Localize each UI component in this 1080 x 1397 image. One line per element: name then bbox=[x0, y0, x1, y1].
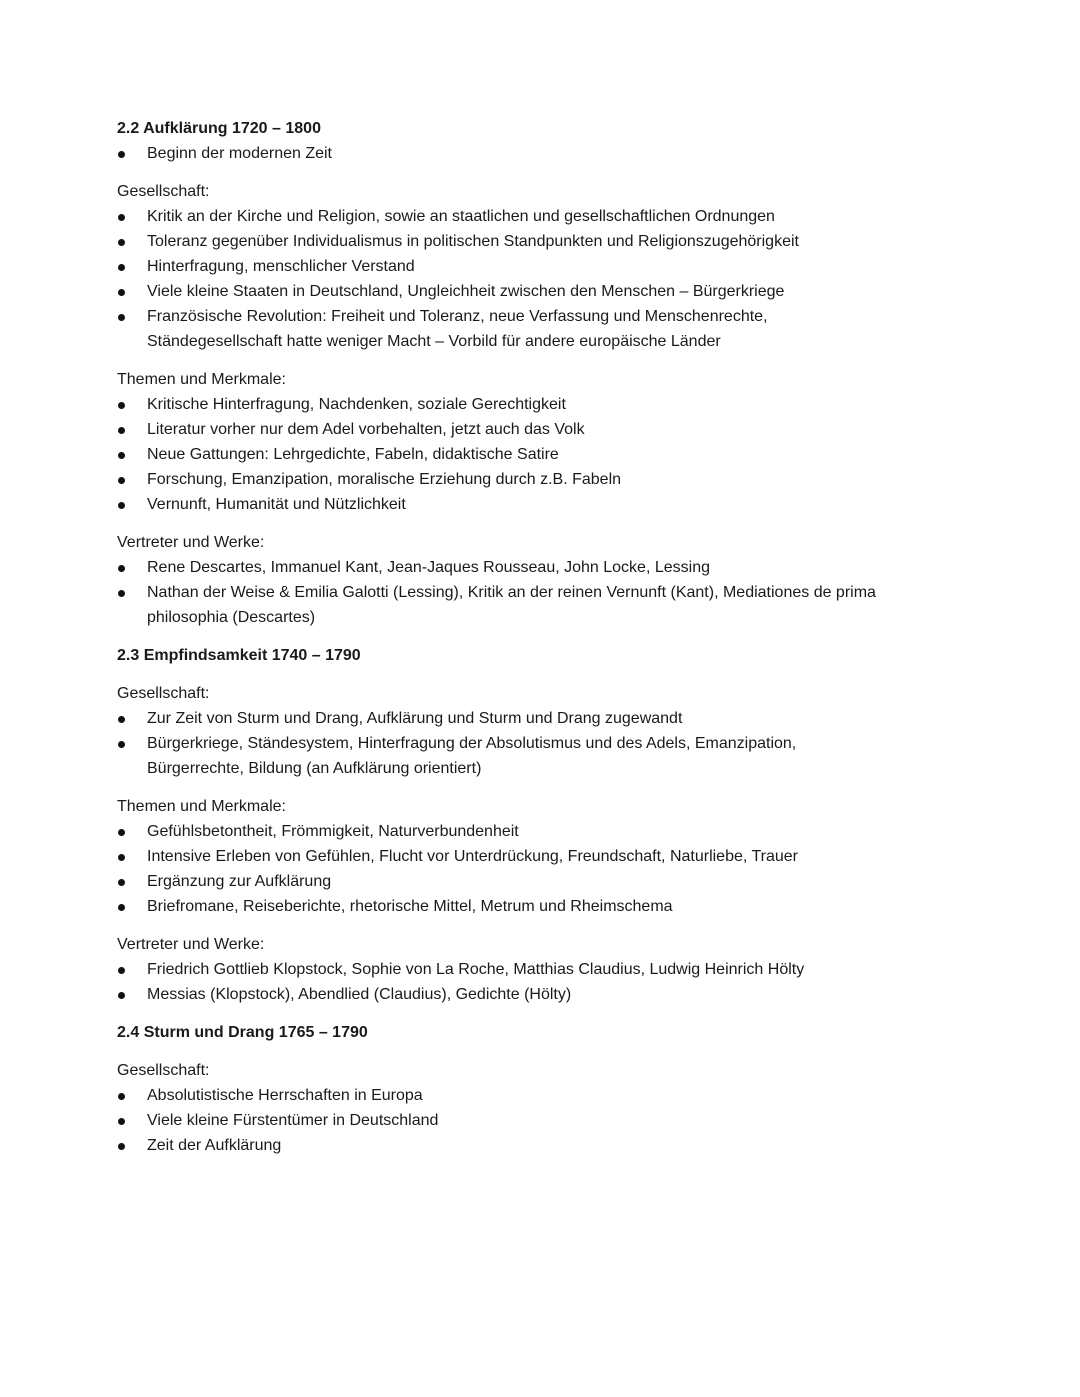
list-item: Literatur vorher nur dem Adel vorbehalten, jetzt auch das Volk bbox=[117, 417, 897, 442]
themen-list bbox=[117, 392, 897, 517]
list-item: Nathan der Weise & Emilia Galotti (Lessing), Kritik an der reinen Vernunft (Kant), Mediationes de prima philosophia (Descartes) bbox=[117, 580, 897, 630]
list-item: Intensive Erleben von Gefühlen, Flucht vor Unterdrückung, Freundschaft, Naturliebe, Trauer bbox=[117, 844, 897, 869]
section-heading: 2.2 Aufklärung 1720 – 1800 bbox=[117, 120, 321, 137]
list-item: Kritik an der Kirche und Religion, sowie an staatlichen und gesellschaftlichen Ordnungen bbox=[117, 204, 897, 229]
gesellschaft-list bbox=[117, 1083, 897, 1158]
list-item: Toleranz gegenüber Individualismus in politischen Standpunkten und Religionszugehörigkeit bbox=[117, 229, 897, 254]
subheading-themen: Themen und Merkmale: bbox=[117, 798, 286, 815]
list-item: Ergänzung zur Aufklärung bbox=[117, 869, 897, 894]
subheading-gesellschaft: Gesellschaft: bbox=[117, 183, 210, 200]
list-item: Zur Zeit von Sturm und Drang, Aufklärung und Sturm und Drang zugewandt bbox=[117, 706, 897, 731]
section-sturm-und-drang bbox=[117, 1020, 897, 1158]
list-item: Zeit der Aufklärung bbox=[117, 1133, 897, 1158]
list-item: Hinterfragung, menschlicher Verstand bbox=[117, 254, 897, 279]
subheading-themen: Themen und Merkmale: bbox=[117, 371, 286, 388]
list-item: Kritische Hinterfragung, Nachdenken, soziale Gerechtigkeit bbox=[117, 392, 897, 417]
gesellschaft-list bbox=[117, 706, 897, 781]
subheading-vertreter: Vertreter und Werke: bbox=[117, 936, 265, 953]
gesellschaft-list bbox=[117, 204, 897, 354]
list-item: Bürgerkriege, Ständesystem, Hinterfragung der Absolutismus und des Adels, Emanzipation, Bürgerrechte, Bildung (an Aufklärung orientiert) bbox=[117, 731, 897, 781]
list-item: Friedrich Gottlieb Klopstock, Sophie von La Roche, Matthias Claudius, Ludwig Heinrich Hölty bbox=[117, 957, 897, 982]
list-item: Gefühlsbetontheit, Frömmigkeit, Naturverbundenheit bbox=[117, 819, 897, 844]
subheading-gesellschaft: Gesellschaft: bbox=[117, 685, 210, 702]
section-aufklaerung bbox=[117, 116, 897, 630]
list-item: Briefromane, Reiseberichte, rhetorische Mittel, Metrum und Rheimschema bbox=[117, 894, 897, 919]
intro-list bbox=[117, 141, 897, 166]
subheading-gesellschaft: Gesellschaft: bbox=[117, 1062, 210, 1079]
subheading-vertreter: Vertreter und Werke: bbox=[117, 534, 265, 551]
list-item: Absolutistische Herrschaften in Europa bbox=[117, 1083, 897, 1108]
section-heading: 2.3 Empfindsamkeit 1740 – 1790 bbox=[117, 647, 361, 664]
list-item: Viele kleine Staaten in Deutschland, Ungleichheit zwischen den Menschen – Bürgerkriege bbox=[117, 279, 897, 304]
list-item: Messias (Klopstock), Abendlied (Claudius), Gedichte (Hölty) bbox=[117, 982, 897, 1007]
list-item: Viele kleine Fürstentümer in Deutschland bbox=[117, 1108, 897, 1133]
vertreter-list bbox=[117, 555, 897, 630]
list-item: Französische Revolution: Freiheit und Toleranz, neue Verfassung und Menschenrechte, Ständegesellschaft hatte weniger Macht – Vorbild für andere europäische Länder bbox=[117, 304, 897, 354]
list-item: Vernunft, Humanität und Nützlichkeit bbox=[117, 492, 897, 517]
list-item: Forschung, Emanzipation, moralische Erziehung durch z.B. Fabeln bbox=[117, 467, 897, 492]
list-item: Neue Gattungen: Lehrgedichte, Fabeln, didaktische Satire bbox=[117, 442, 897, 467]
section-empfindsamkeit bbox=[117, 643, 897, 1007]
document-page bbox=[117, 116, 897, 1158]
themen-list bbox=[117, 819, 897, 919]
section-heading: 2.4 Sturm und Drang 1765 – 1790 bbox=[117, 1024, 368, 1041]
list-item: Beginn der modernen Zeit bbox=[117, 141, 897, 166]
list-item: Rene Descartes, Immanuel Kant, Jean-Jaques Rousseau, John Locke, Lessing bbox=[117, 555, 897, 580]
vertreter-list bbox=[117, 957, 897, 1007]
